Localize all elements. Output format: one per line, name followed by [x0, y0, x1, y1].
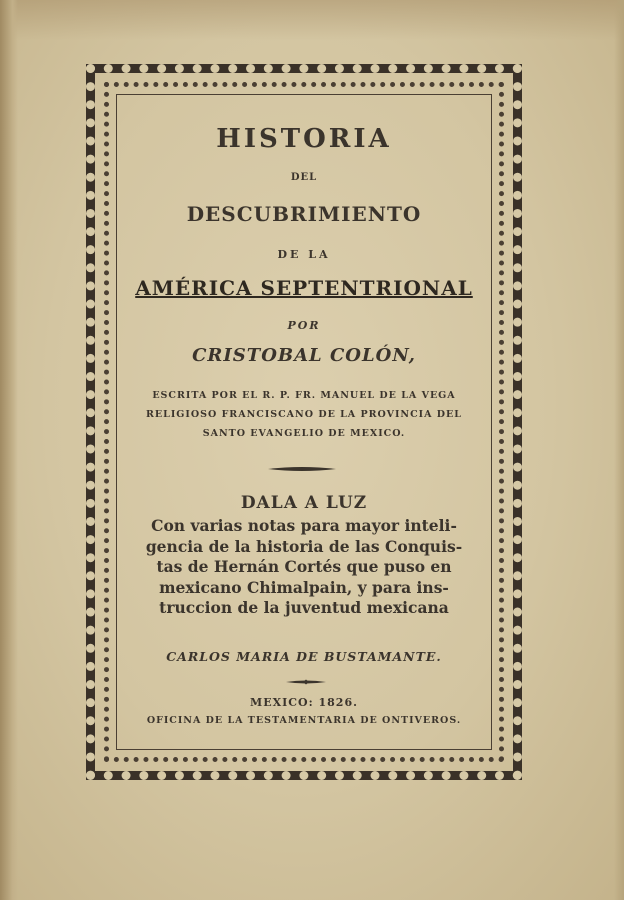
description-line: Con varias notas para mayor inteli- — [151, 516, 457, 535]
ornamental-rule — [268, 466, 336, 472]
title-descubrimiento: DESCUBRIMIENTO — [186, 202, 422, 226]
description-block — [128, 516, 480, 619]
printer-imprint: OFICINA DE LA TESTAMENTARIA DE ONTIVEROS. — [146, 715, 462, 726]
description-line: truccion de la juventud mexicana — [159, 598, 449, 617]
title-america-septentrional: AMÉRICA SEPTENTRIONAL — [135, 276, 473, 300]
written-by-block — [120, 386, 488, 443]
published-heading: DALA A LUZ — [240, 493, 368, 513]
written-by-line: SANTO EVANGELIO DE MEXICO. — [202, 428, 406, 439]
written-by-line: RELIGIOSO FRANCISCANO DE LA PROVINCIA DEL — [146, 409, 462, 420]
written-by-line: ESCRITA POR EL R. P. FR. MANUEL DE LA VEGA — [152, 390, 456, 401]
place-year: MEXICO: 1826. — [250, 696, 358, 709]
description-line: gencia de la historia de las Conquis- — [145, 536, 463, 556]
paper-edge-left — [0, 0, 18, 900]
paper-stain-top — [0, 0, 624, 40]
by-label: POR — [287, 319, 321, 332]
description-line: tas de Hernán Cortés que puso en — [156, 557, 452, 576]
author-name: CRISTOBAL COLÓN, — [192, 345, 416, 366]
ornamental-rule-small — [286, 679, 326, 685]
title-de-la: DE LA — [277, 248, 331, 261]
description-line: mexicano Chimalpain, y para ins- — [159, 577, 449, 597]
paper-edge-right — [614, 0, 624, 900]
title-historia: HISTORIA — [216, 124, 392, 154]
editor-name: CARLOS MARIA DE BUSTAMANTE. — [166, 649, 442, 664]
title-del: DEL — [290, 172, 318, 183]
